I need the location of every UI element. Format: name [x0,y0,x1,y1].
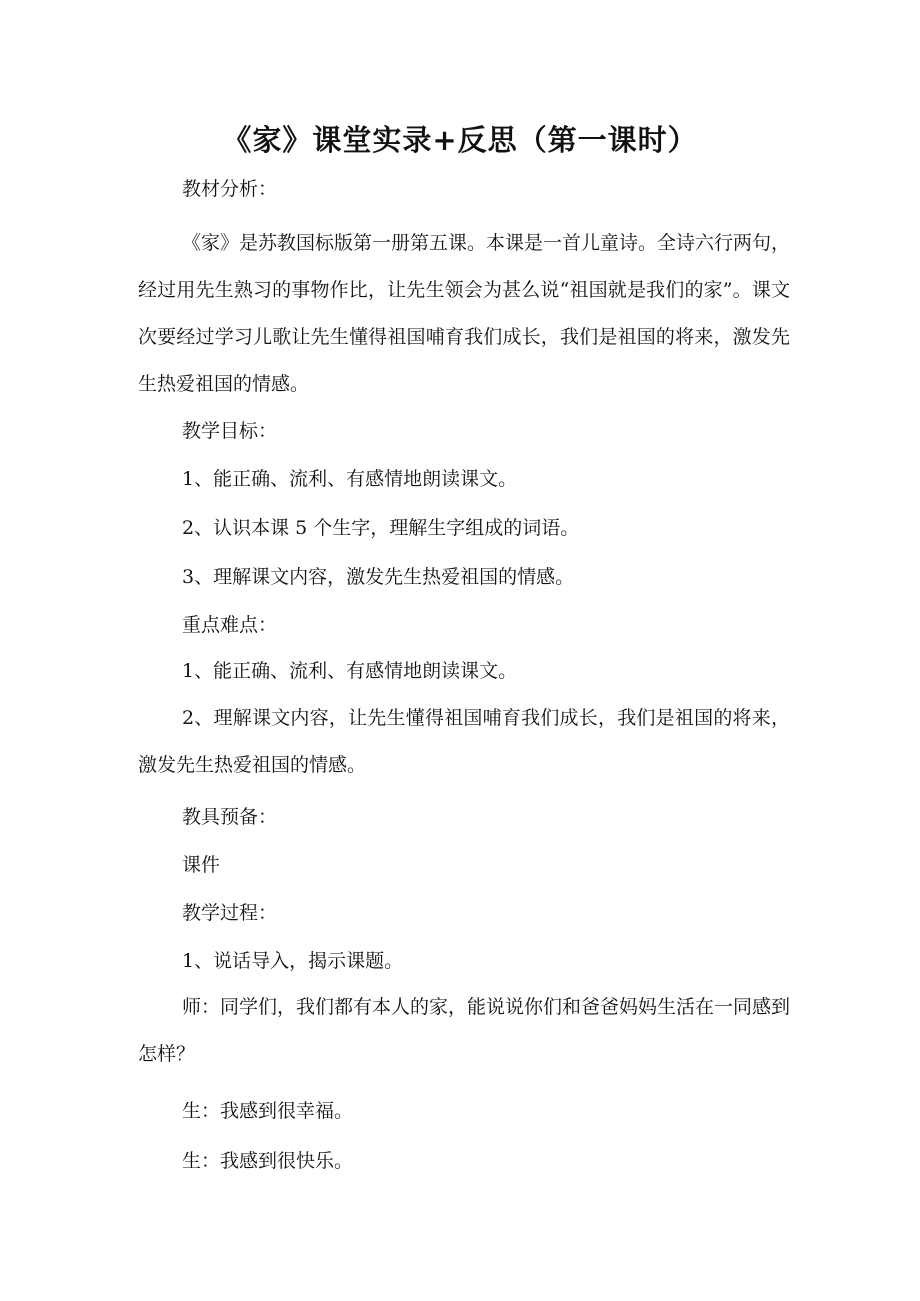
document-title: 《家》课堂实录+反思（第一课时） [222,123,698,157]
tools-heading: 教具预备： [182,806,278,828]
key-point-1: 1、能正确、流利、有感情地朗读课文。 [182,660,518,682]
teacher-dialogue: 师：同学们，我们都有本人的家，能说说你们和爸爸妈妈生活在一同感到怎样？ [138,996,791,1065]
material-paragraph: 《家》是苏教国标版第一册第五课。本课是一首儿童诗。全诗六行两句，经过用先生熟习的事物作比，让先生领会为甚么说“祖国就是我们的家”。课文次要经过学习儿歌让先生懂得祖国哺育我们成长，我们是祖国的将来，激发先生热爱祖国的情感。 [138,232,791,395]
material-heading: 教材分析： [182,178,278,200]
student-answer-1: 生：我感到很幸福。 [182,1100,354,1122]
tools-text: 课件 [182,854,221,876]
process-heading: 教学过程： [182,902,278,924]
key-points-heading: 重点难点： [182,614,278,636]
process-step-1: 1、说话导入，揭示课题。 [182,950,404,972]
key-point-2: 2、理解课文内容，让先生懂得祖国哺育我们成长，我们是祖国的将来，激发先生热爱祖国的情感。 [138,707,790,776]
goal-item-1: 1、能正确、流利、有感情地朗读课文。 [182,468,518,490]
student-answer-2: 生：我感到很快乐。 [182,1150,354,1172]
goals-heading: 教学目标： [182,420,278,442]
goal-item-2: 2、认识本课 5 个生字，理解生字组成的词语。 [182,517,580,539]
goal-item-3: 3、理解课文内容，激发先生热爱祖国的情感。 [182,566,575,588]
